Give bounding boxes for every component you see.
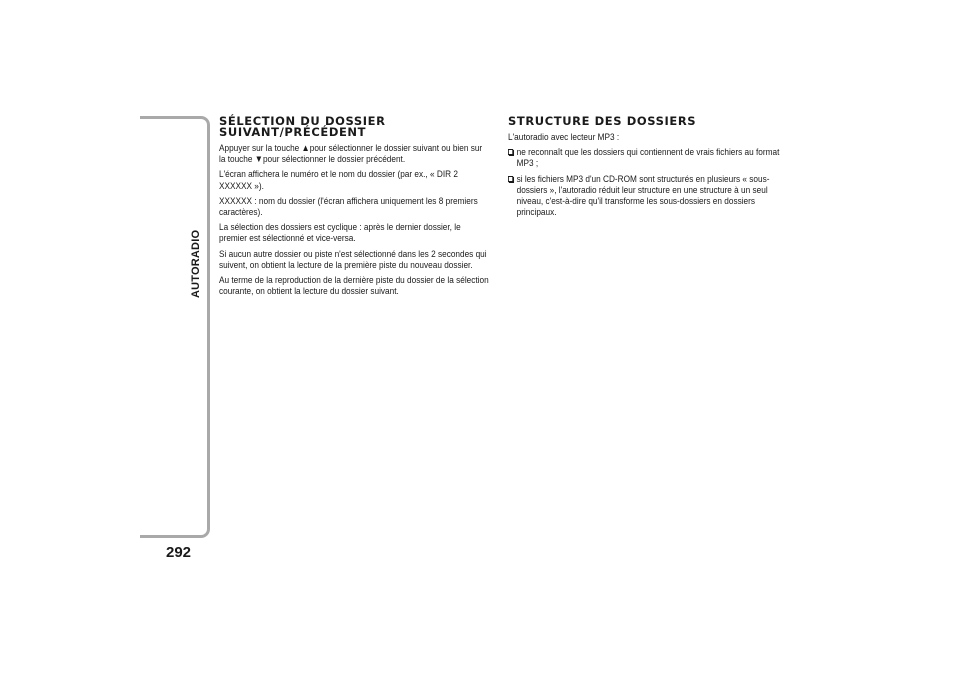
section-heading-folder-structure: STRUCTURE DES DOSSIERS <box>508 114 697 128</box>
paragraph-end-of-folder: Au terme de la reproduction de la dernière piste du dossier de la sélection courante, on obtient la lecture du dossier suivant. <box>219 275 489 298</box>
list-item <box>508 174 788 219</box>
right-column <box>508 116 780 222</box>
heading-line-2: SUIVANT/PRÉCÉDENT <box>219 125 367 139</box>
paragraph-intro: L'autoradio avec lecteur MP3 : <box>508 132 620 143</box>
paragraph-display: L'écran affichera le numéro et le nom du dossier (par ex., « DIR 2 XXXXXX »). <box>219 169 458 192</box>
paragraph-buttons <box>219 143 491 165</box>
page-number: 292 <box>166 544 192 561</box>
paragraph-timeout: Si aucun autre dossier ou piste n'est sélectionné dans les 2 secondes qui suivent, on obtient la lecture de la première piste du nouveau dossier. <box>219 248 487 271</box>
checkbox-bullet-icon <box>508 176 513 182</box>
checkbox-bullet-icon <box>508 149 513 155</box>
paragraph-cyclic: La sélection des dossiers est cyclique : après le dernier dossier, le premier est sélectionné et vice-versa. <box>219 222 461 245</box>
left-column <box>219 116 491 301</box>
margin-bracket <box>140 116 210 538</box>
paragraph-folder-name: XXXXXX : nom du dossier (l'écran affichera uniquement les 8 premiers caractères). <box>219 195 478 219</box>
paragraph-text: pour sélectionner le dossier suivant ou bien sur la touche <box>219 143 483 166</box>
list-item-text: ne reconnaît que les dossiers qui contiennent de vrais fichiers au format MP3 ; <box>516 147 780 170</box>
section-heading-folder-selection <box>219 116 491 138</box>
paragraph-text: Appuyer sur la touche <box>219 143 302 154</box>
heading-line-1: SÉLECTION DU DOSSIER <box>219 114 386 128</box>
down-arrow-icon: ▼ <box>254 154 263 166</box>
paragraph-text: pour sélectionner le dossier précédent. <box>262 154 406 166</box>
up-arrow-icon: ▲ <box>301 143 310 154</box>
section-label: AUTORADIO <box>190 229 202 298</box>
list-item-text: si les fichiers MP3 d'un CD-ROM sont structurés en plusieurs « sous-dossiers », l'autoradio réduit leur structure en une structure à un seul niveau, c'est-à-dire qu'il transforme les sous-dossiers en dossiers principaux. <box>516 173 770 219</box>
bullet-list <box>508 147 780 218</box>
list-item <box>508 147 788 169</box>
